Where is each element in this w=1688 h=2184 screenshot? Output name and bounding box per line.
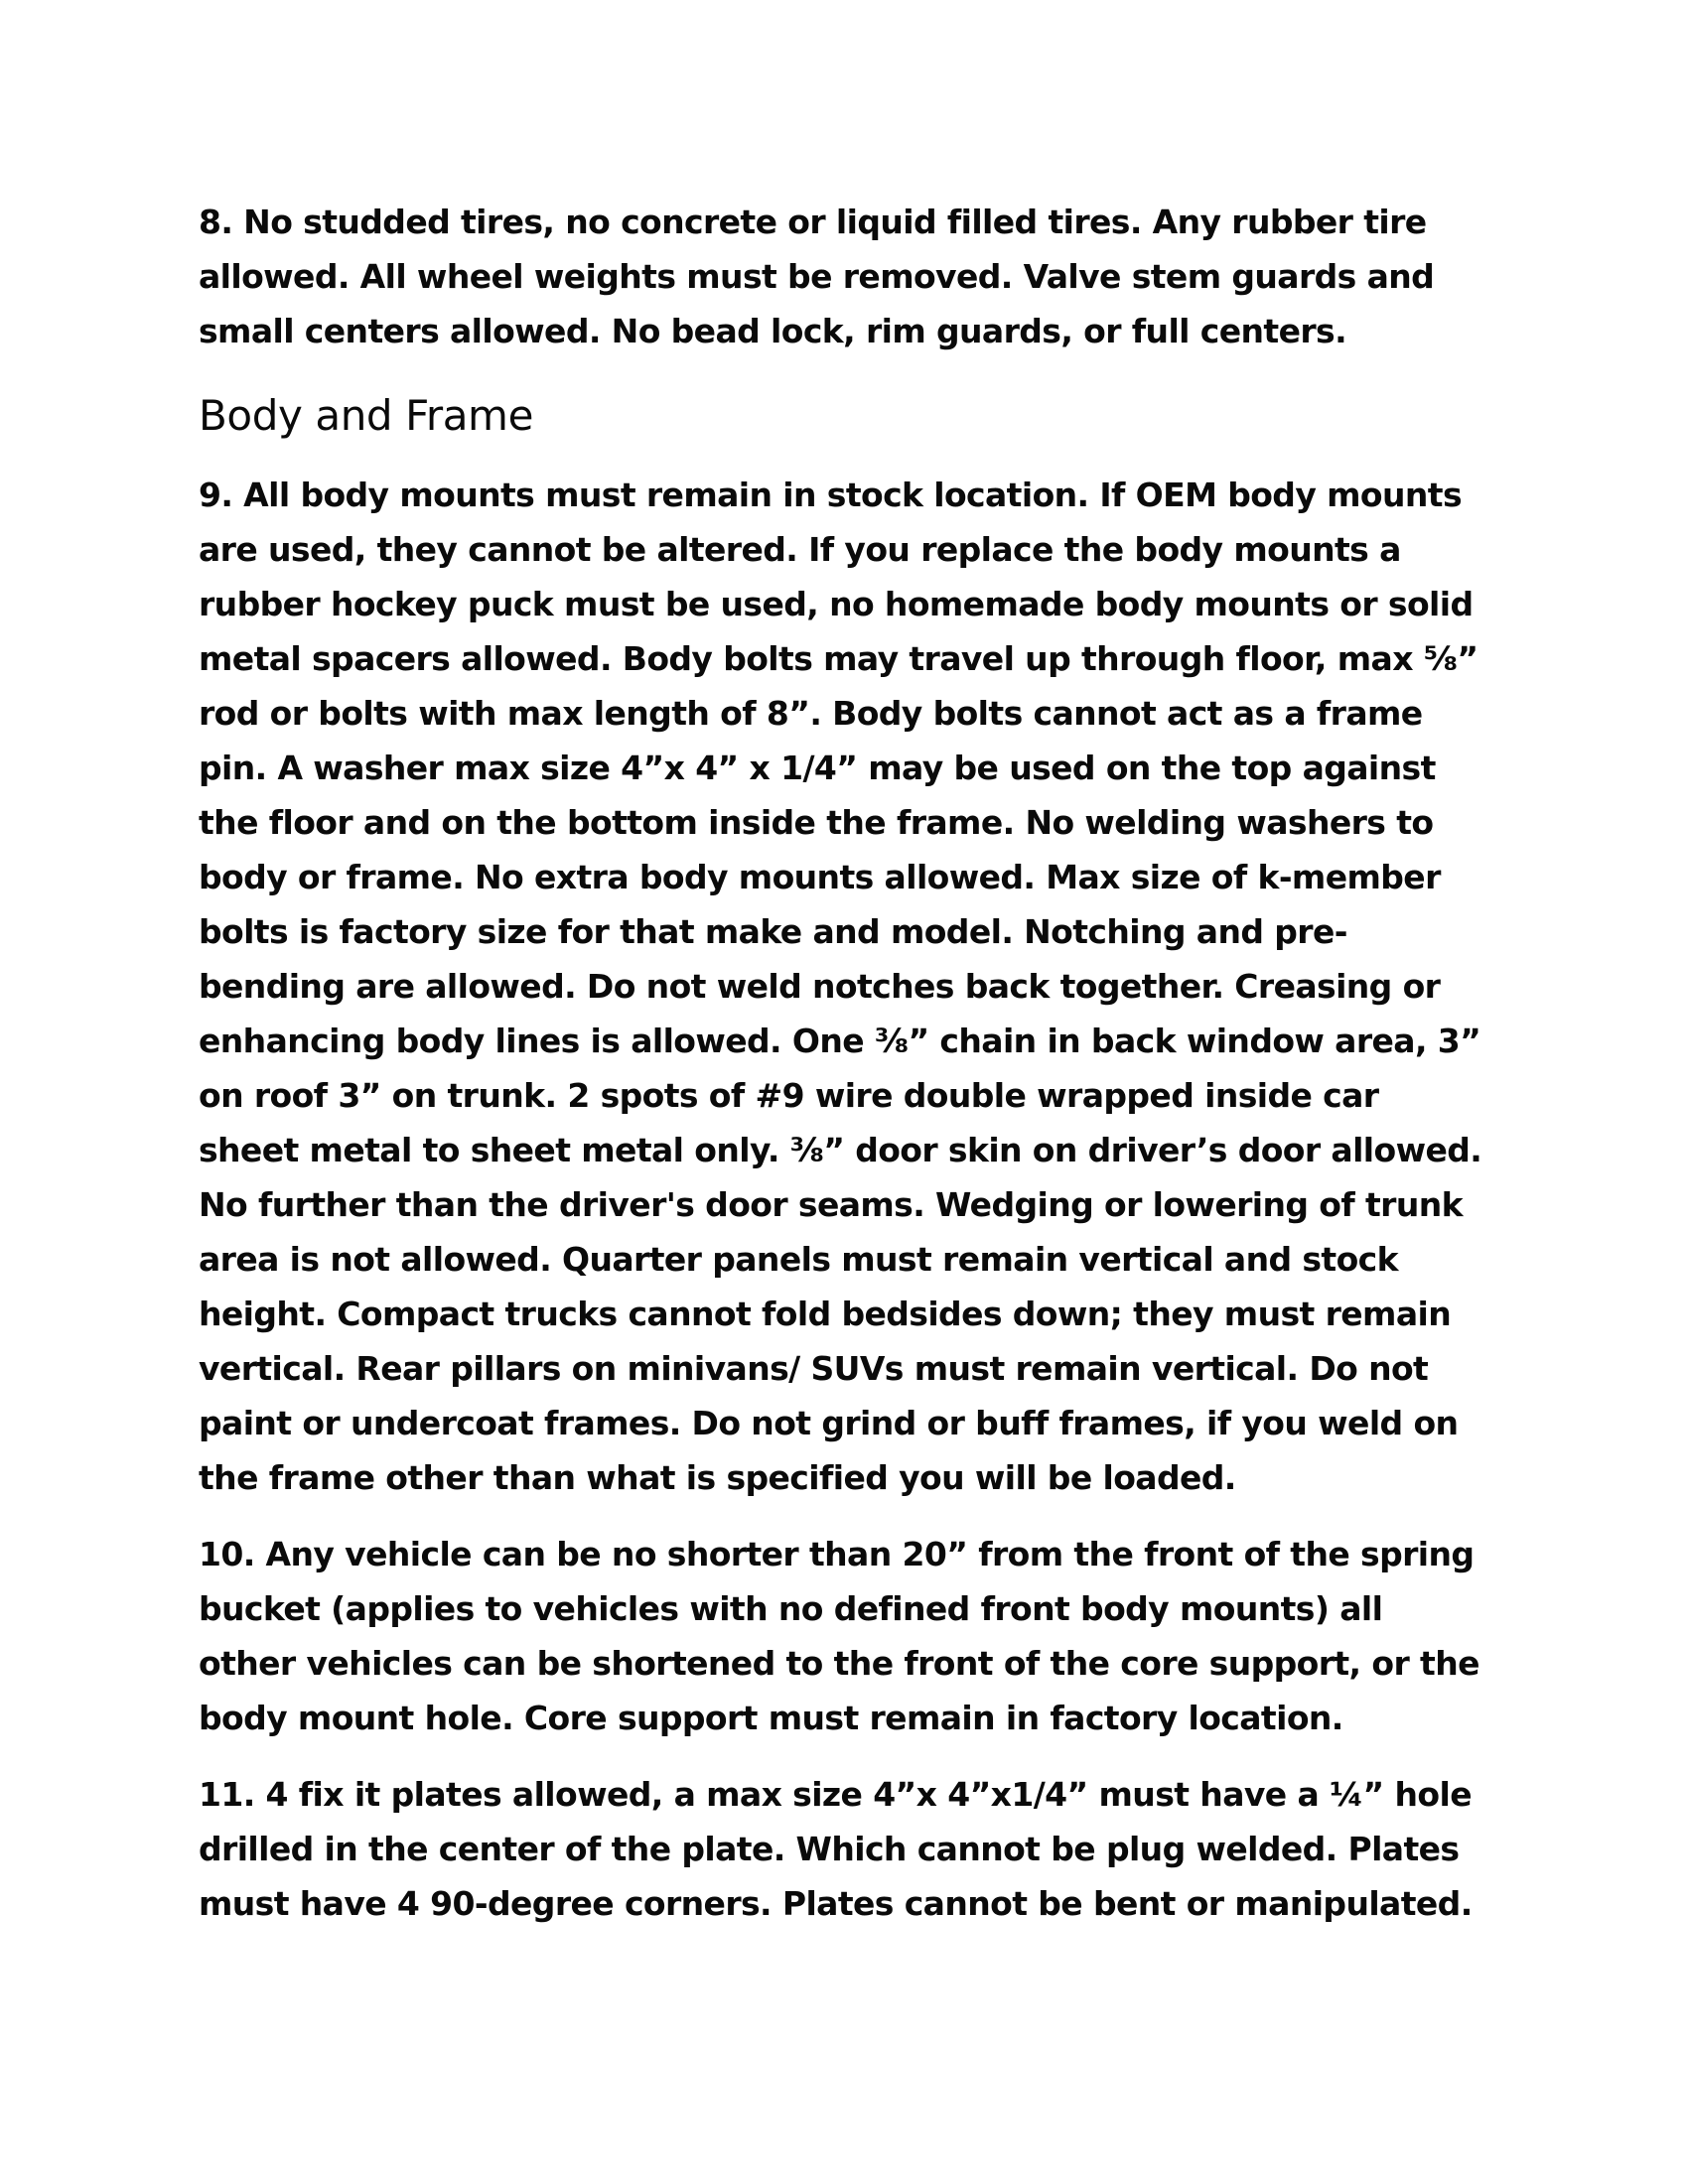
rule-paragraph-9: 9. All body mounts must remain in stock location. If OEM body mounts are used, they cannot be altered. If you replace the body mounts a rubber hockey puck must be used, no homemade body mounts or solid metal spacers allowed. Body bolts may travel up through floor, max ⅝” rod or bolts with max length of 8”. Body bolts cannot act as a frame pin. A washer max size 4”x 4” x 1/4” may be used on the top against the floor and on the bottom inside the frame. No welding washers to body or frame. No extra body mounts allowed. Max size of k-member bolts is factory size for that make and model. Notching and pre-bending are allowed. Do not weld notches back together. Creasing or enhancing body lines is allowed. One ⅜” chain in back window area, 3” on roof 3” on trunk. 2 spots of #9 wire double wrapped inside car sheet metal to sheet metal only. ⅜” door skin on driver’s door allowed. No further than the driver's door seams. Wedging or lowering of trunk area is not allowed. Quarter panels must remain vertical and stock height. Compact trucks cannot fold bedsides down; they must remain vertical. Rear pillars on minivans/ SUVs must remain vertical. Do not paint or undercoat frames. Do not grind or buff frames, if you weld on the frame other than what is specified you will be loaded. — [199, 476, 1482, 1497]
section-heading: Body and Frame — [199, 391, 534, 440]
rule-paragraph-11: 11. 4 fix it plates allowed, a max size 4”x 4”x1/4” must have a ¼” hole drilled in the center of the plate. Which cannot be plug welded. Plates must have 4 90-degree corners. Plates cannot be bent or manipulated. — [199, 1775, 1473, 1923]
rule-paragraph-10: 10. Any vehicle can be no shorter than 20” from the front of the spring bucket (applies to vehicles with no defined front body mounts) all other vehicles can be shortened to the front of the core support, or the body mount hole. Core support must remain in factory location. — [199, 1535, 1479, 1737]
rule-paragraph-8: 8. No studded tires, no concrete or liquid filled tires. Any rubber tire allowed. All wheel weights must be removed. Valve stem guards and small centers allowed. No bead lock, rim guards, or full centers. — [199, 203, 1435, 350]
document-page — [199, 195, 1489, 1931]
